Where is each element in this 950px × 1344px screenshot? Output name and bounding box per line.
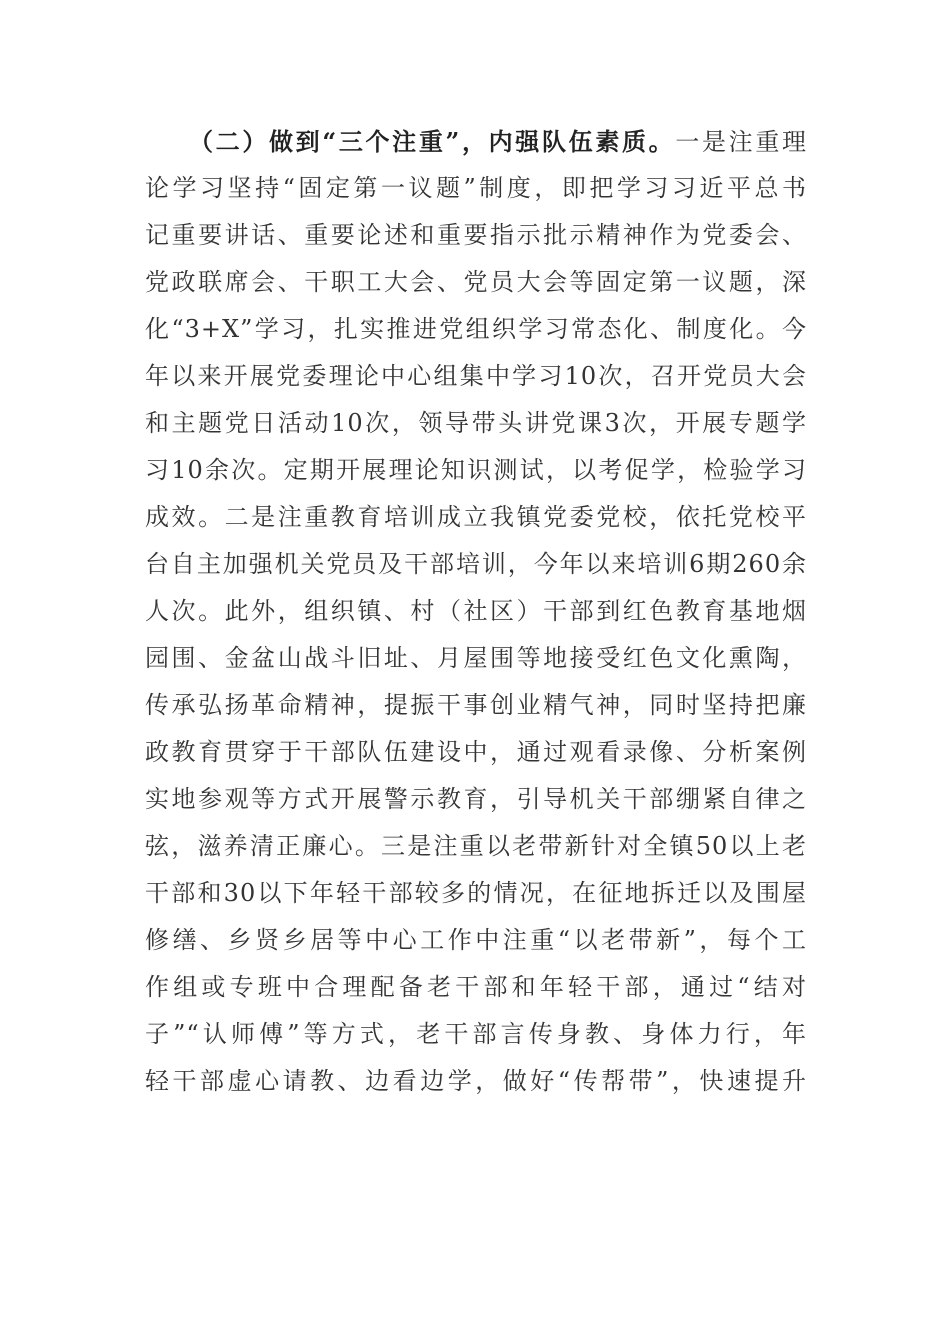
text-line: 化“3+X”学习，扎实推进党组织学习常态化、制度化。今 xyxy=(145,315,807,343)
text-line: 和主题党日活动10次，领导带头讲党课3次，开展专题学 xyxy=(145,409,807,437)
text-line: 传承弘扬革命精神，提振干事创业精气神，同时坚持把廉 xyxy=(145,691,807,719)
paragraph-first-line xyxy=(145,118,807,165)
section-heading: （二）做到“三个注重”，内强队伍素质。 xyxy=(189,127,676,156)
text-line: 轻干部虚心请教、边看边学，做好“传帮带”，快速提升 xyxy=(145,1067,807,1095)
text-line: 弦，滋养清正廉心。三是注重以老带新针对全镇50以上老 xyxy=(145,832,807,860)
text-line: 记重要讲话、重要论述和重要指示批示精神作为党委会、 xyxy=(145,221,807,249)
text-line: 党政联席会、干职工大会、党员大会等固定第一议题，深 xyxy=(145,268,807,296)
document-page xyxy=(145,118,807,1105)
text-line: 干部和30以下年轻干部较多的情况，在征地拆迁以及围屋 xyxy=(145,879,807,907)
text-line: 园围、金盆山战斗旧址、月屋围等地接受红色文化熏陶， xyxy=(145,644,807,672)
text-line: 实地参观等方式开展警示教育，引导机关干部绷紧自律之 xyxy=(145,785,807,813)
text-line: 年以来开展党委理论中心组集中学习10次，召开党员大会 xyxy=(145,362,807,390)
first-line-text: 一是注重理 xyxy=(675,128,808,156)
text-line: 人次。此外，组织镇、村（社区）干部到红色教育基地烟 xyxy=(145,597,807,625)
text-line: 作组或专班中合理配备老干部和年轻干部，通过“结对 xyxy=(145,973,807,1001)
text-line: 习10余次。定期开展理论知识测试，以考促学，检验学习 xyxy=(145,456,807,484)
text-line: 修缮、乡贤乡居等中心工作中注重“以老带新”，每个工 xyxy=(145,926,807,954)
text-line: 论学习坚持“固定第一议题”制度，即把学习习近平总书 xyxy=(145,174,807,202)
text-line: 子”“认师傅”等方式，老干部言传身教、身体力行，年 xyxy=(145,1020,807,1048)
text-line: 台自主加强机关党员及干部培训，今年以来培训6期260余 xyxy=(145,550,807,578)
text-line: 成效。二是注重教育培训成立我镇党委党校，依托党校平 xyxy=(145,503,807,531)
text-line: 政教育贯穿于干部队伍建设中，通过观看录像、分析案例 xyxy=(145,738,807,766)
